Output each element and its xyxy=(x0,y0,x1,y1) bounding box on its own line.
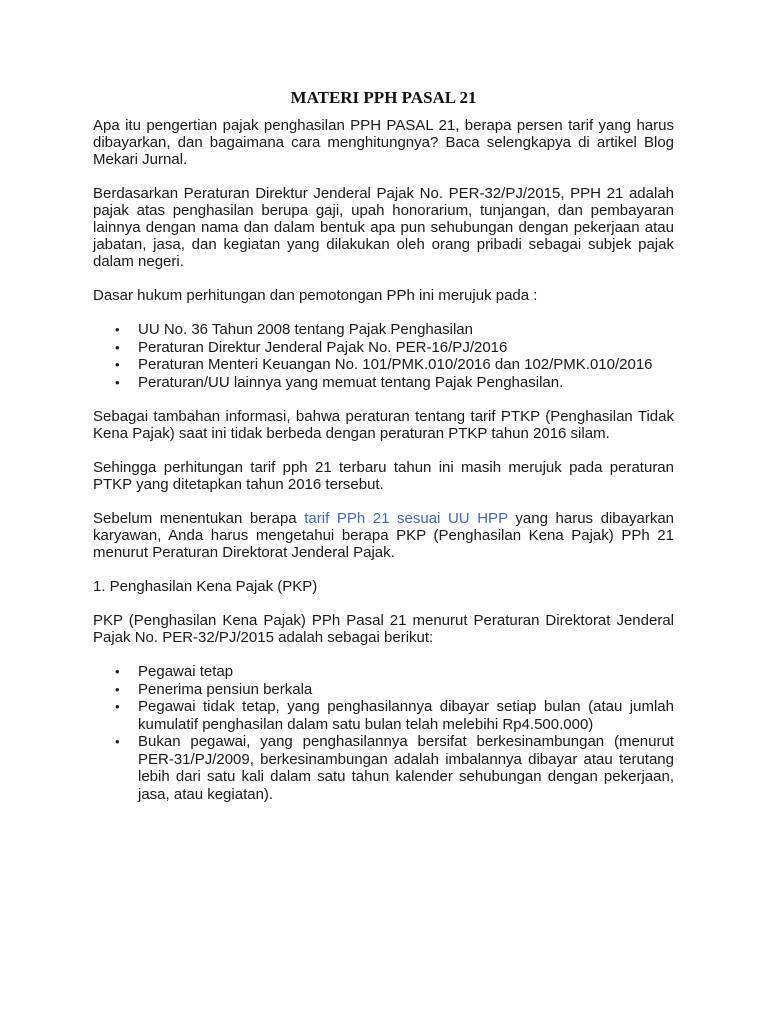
list-item xyxy=(93,339,674,357)
list-item-text: UU No. 36 Tahun 2008 tentang Pajak Penghasilan xyxy=(138,321,473,338)
intro-paragraph: Apa itu pengertian pajak penghasilan PPH PASAL 21, berapa persen tarif yang harus dibayarkan, dan bagaimana cara menghitungnya? Baca selengkapya di artikel Blog Mekari Jurnal. xyxy=(93,117,674,168)
list-item-text: Peraturan Direktur Jenderal Pajak No. PER-16/PJ/2016 xyxy=(138,338,508,356)
tarif-pph21-link[interactable]: tarif PPh 21 sesuai UU HPP xyxy=(304,510,508,527)
list-item xyxy=(93,681,674,699)
list-item xyxy=(93,733,674,803)
list-item-text: Penerima pensiun berkala xyxy=(138,680,313,698)
ptkp-info-paragraph: Sebagai tambahan informasi, bahwa peraturan tentang tarif PTKP (Penghasilan Tidak Kena Pajak) saat ini tidak berbeda dengan peraturan PTKP tahun 2016 silam. xyxy=(93,408,674,442)
list-item-text: Bukan pegawai, yang penghasilannya bersifat berkesinambungan (menurut PER-31/PJ/2009, berkesinambungan adalah imbalannya dibayar atau terutang lebih dari satu kali dalam satu tahun kalender sehubungan dengan pekerjaan, jasa, atau kegiatan). xyxy=(138,733,674,803)
bullet-icon: • xyxy=(115,357,120,372)
tarif-text-after: yang harus dibayarkan karyawan, Anda harus mengetahui berapa PKP (Penghasilan Kena Pajak) PPh 21 menurut Peraturan Direktorat Jenderal Pajak. xyxy=(93,510,674,561)
tarif-text-before: Sebelum menentukan berapa xyxy=(93,510,305,527)
list-item xyxy=(93,698,674,733)
list-item-text: Pegawai tidak tetap, yang penghasilannya dibayar setiap bulan (atau jumlah kumulatif penghasilan dalam satu bulan telah melebihi Rp4.500.000) xyxy=(138,698,674,733)
section-heading-pkp: 1. Penghasilan Kena Pajak (PKP) xyxy=(93,578,318,595)
bullet-icon: • xyxy=(115,322,120,337)
page-title: MATERI PPH PASAL 21 xyxy=(290,88,477,107)
bullet-icon: • xyxy=(115,681,120,697)
legal-basis-list xyxy=(93,321,674,391)
bullet-icon: • xyxy=(115,734,120,749)
list-item xyxy=(93,374,674,392)
list-item xyxy=(93,356,674,374)
legal-basis-intro: Dasar hukum perhitungan dan pemotongan PPh ini merujuk pada : xyxy=(93,287,538,304)
list-item xyxy=(93,663,674,681)
list-item-text: Peraturan/UU lainnya yang memuat tentang Pajak Penghasilan. xyxy=(138,373,564,391)
pkp-intro-paragraph: PKP (Penghasilan Kena Pajak) PPh Pasal 21 menurut Peraturan Direktorat Jenderal Pajak No. PER-32/PJ/2015 adalah sebagai berikut: xyxy=(93,612,674,646)
list-item xyxy=(93,321,674,339)
document-page xyxy=(93,88,674,803)
bullet-icon: • xyxy=(115,699,120,714)
pkp-list xyxy=(93,663,674,803)
bullet-icon: • xyxy=(115,664,120,679)
list-item-text: Peraturan Menteri Keuangan No. 101/PMK.010/2016 dan 102/PMK.010/2016 xyxy=(138,356,653,373)
list-item-text: Pegawai tetap xyxy=(138,663,234,680)
bullet-icon: • xyxy=(115,374,120,390)
ptkp-follow-paragraph: Sehingga perhitungan tarif pph 21 terbaru tahun ini masih merujuk pada peraturan PTKP yang ditetapkan tahun 2016 tersebut. xyxy=(93,459,674,493)
bullet-icon: • xyxy=(115,339,120,355)
tarif-paragraph xyxy=(93,510,674,561)
definition-paragraph: Berdasarkan Peraturan Direktur Jenderal Pajak No. PER-32/PJ/2015, PPH 21 adalah pajak atas penghasilan berupa gaji, upah honorarium, tunjangan, dan pembayaran lainnya dengan nama dan dalam bentuk apa pun sehubungan dengan pekerjaan atau jabatan, jasa, dan kegiatan yang dilakukan oleh orang pribadi sebagai subjek pajak dalam negeri. xyxy=(93,185,674,270)
